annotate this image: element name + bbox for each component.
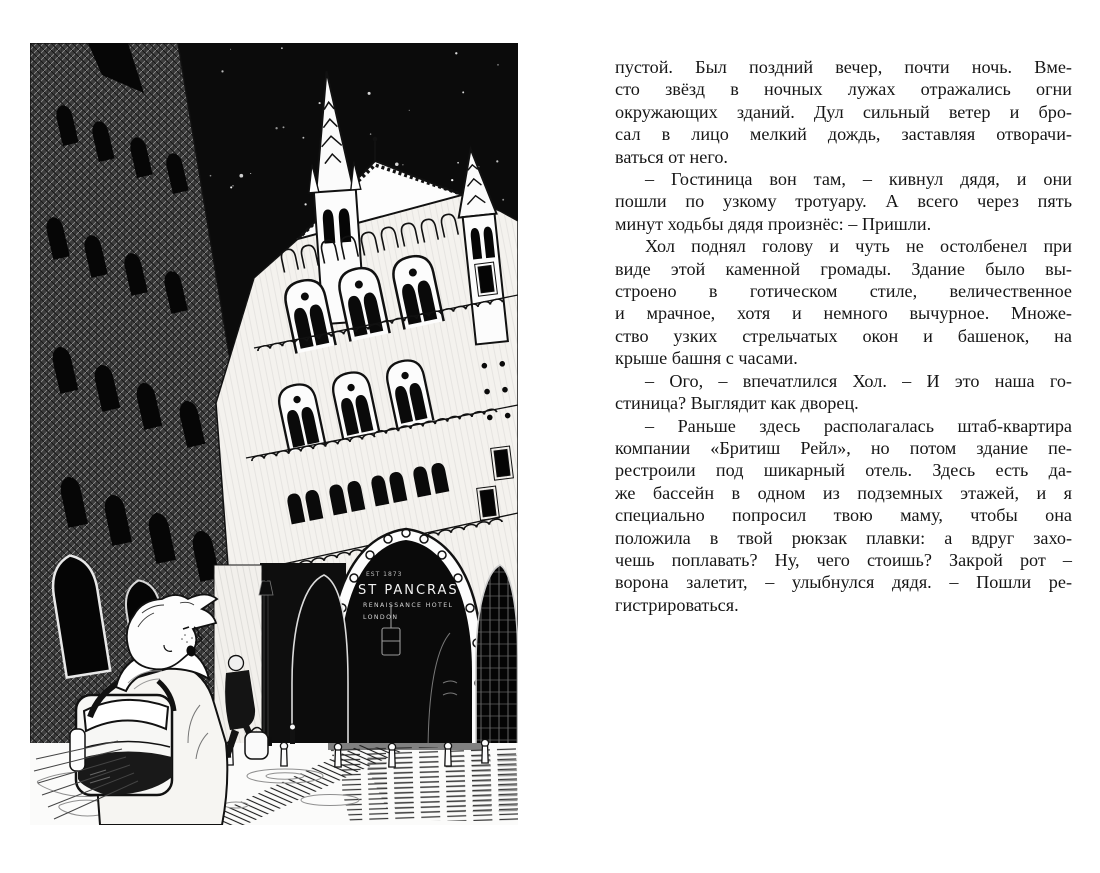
text-line: положила в твой рюкзак плавки: а вдруг захо- — [615, 527, 1072, 548]
text-line: минут ходьбы дядя произнёс: – Пришли. — [615, 213, 932, 234]
paragraph — [615, 56, 1072, 168]
text-line: и мрачное, хотя и немного вычурное. Множе- — [615, 303, 1072, 324]
text-line: – Раньше здесь располагалась штаб-квартира — [645, 415, 1072, 436]
text-line: ворона залетит, – улыбнулся дядя. – Пошли ре- — [615, 572, 1072, 593]
paragraph — [615, 168, 1072, 235]
text-line: ство узких стрельчатых окон и башенок, на — [615, 325, 1072, 346]
text-line: пустой. Был поздний вечер, почти ночь. Вме- — [615, 57, 1072, 77]
text-line: рестроили под шикарный отель. Здесь есть да- — [615, 460, 1072, 481]
text-line: сал в лицо мелкий дождь, заставляя отворачи- — [615, 124, 1072, 145]
text-line: виде этой каменной громады. Здание было вы- — [615, 258, 1072, 279]
text-line: сто звёзд в ночных лужах отражались огни — [615, 79, 1072, 100]
book-illustration — [30, 43, 518, 825]
sign-city-text: LONDON — [363, 614, 399, 621]
text-line: – Ого, – впечатлился Хол. – И это наша го- — [645, 370, 1072, 391]
sign-subtitle-text: RENAISSANCE HOTEL — [363, 602, 454, 609]
text-line: стиница? Выглядит как дворец. — [615, 393, 859, 414]
page-text — [615, 56, 1072, 616]
text-line: специально попросил твою маму, чтобы она — [615, 505, 1072, 526]
text-line: чешь поплавать? Ну, чего стоишь? Закрой рот – — [615, 549, 1072, 570]
paragraph — [615, 235, 1072, 369]
text-line: пошли по узкому тротуару. А всего через пять — [615, 191, 1072, 212]
text-line: же бассейн в одном из подземных этажей, и я — [615, 482, 1072, 503]
night-city-drawing — [30, 43, 518, 825]
text-line: гистрироваться. — [615, 594, 739, 615]
text-line: компании «Бритиш Рейл», но потом здание пе- — [615, 437, 1072, 458]
paragraph — [615, 370, 1072, 415]
text-line: окружающих зданий. Дул сильный ветер и бро- — [615, 101, 1072, 122]
text-line: Хол поднял голову и чуть не остолбенел при — [645, 236, 1072, 257]
post — [290, 729, 295, 744]
paragraph — [615, 415, 1072, 617]
sign-name-text: ST PANCRAS — [358, 583, 459, 598]
text-line: – Гостиница вон там, – кивнул дядя, и они — [645, 169, 1072, 190]
text-line: крыше башня с часами. — [615, 348, 798, 369]
text-line: ваться от него. — [615, 146, 728, 167]
pedestrian-bag — [245, 732, 268, 759]
text-line: строено в готическом стиле, величественное — [615, 281, 1072, 302]
sign-est-text: EST 1873 — [366, 571, 403, 578]
